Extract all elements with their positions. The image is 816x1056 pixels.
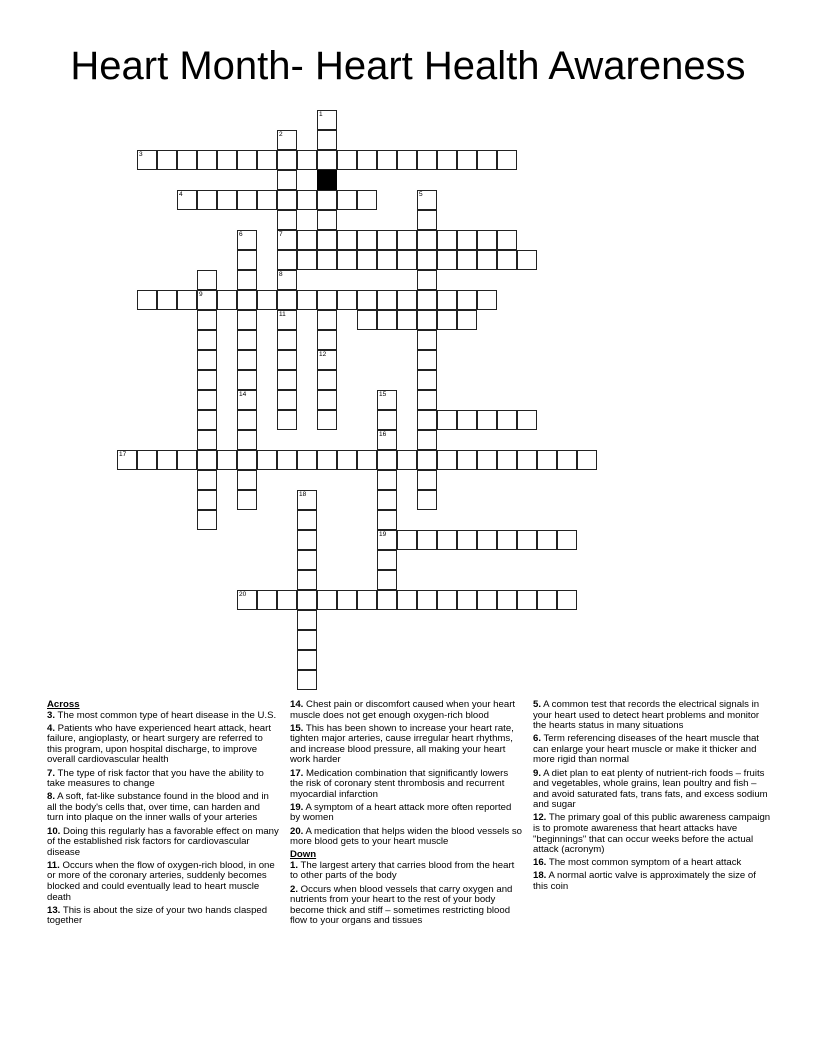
grid-cell[interactable] xyxy=(317,410,337,430)
grid-cell[interactable] xyxy=(297,490,317,510)
grid-cell[interactable] xyxy=(197,430,217,450)
clue-text: The type of risk factor that you have the ability to take measures to change xyxy=(47,767,264,790)
grid-cell[interactable] xyxy=(237,450,257,470)
clue-number: 12 xyxy=(319,351,327,358)
clue-text: A diet plan to eat plenty of nutrient-rich foods – fruits and vegetables, whole grains, lean poultry and fish – and avoid saturated fats, trans fats, and excess sodium and sugar xyxy=(533,767,768,811)
grid-cell[interactable] xyxy=(257,290,277,310)
clue xyxy=(47,724,279,766)
grid-cell[interactable] xyxy=(517,590,537,610)
grid-cell[interactable] xyxy=(437,290,457,310)
grid-cell[interactable] xyxy=(217,190,237,210)
clue-text: Medication combination that significantly lowers the risk of coronary stent thrombosis and recurrent myocardial infarction xyxy=(290,767,509,800)
grid-cell[interactable] xyxy=(317,390,337,410)
clue-text: Occurs when the flow of oxygen-rich blood, in one or more of the coronary arteries, suddenly becomes blocked and could eventually lead to heart muscle death xyxy=(47,859,275,903)
grid-cell[interactable] xyxy=(377,530,397,550)
clue-number: 6 xyxy=(239,231,243,238)
grid-cell[interactable] xyxy=(337,230,357,250)
grid-cell[interactable] xyxy=(297,190,317,210)
grid-cell[interactable] xyxy=(317,350,337,370)
grid-cell[interactable] xyxy=(237,350,257,370)
grid-cell[interactable] xyxy=(397,150,417,170)
grid-cell[interactable] xyxy=(237,410,257,430)
clue-number: 1 xyxy=(319,111,323,118)
grid-cell[interactable] xyxy=(357,590,377,610)
grid-cell[interactable] xyxy=(297,290,317,310)
grid-cell[interactable] xyxy=(197,450,217,470)
grid-cell[interactable] xyxy=(417,230,437,250)
clue-number: 5 xyxy=(419,191,423,198)
grid-cell[interactable] xyxy=(237,230,257,250)
grid-cell[interactable] xyxy=(497,250,517,270)
grid-cell[interactable] xyxy=(197,150,217,170)
grid-cell[interactable] xyxy=(297,670,317,690)
clue-text: Occurs when blood vessels that carry oxygen and nutrients from your heart to the rest of your body become thick and stiff – sometimes restricting blood flow to your organs and tissues xyxy=(290,883,513,927)
clue-text: The most common symptom of a heart attack xyxy=(546,857,742,869)
grid-cell[interactable] xyxy=(417,430,437,450)
clue-number-label: 3. xyxy=(47,709,56,721)
grid-cell[interactable] xyxy=(537,590,557,610)
grid-cell[interactable] xyxy=(417,150,437,170)
grid-cell[interactable] xyxy=(277,370,297,390)
clue xyxy=(290,827,522,848)
grid-cell[interactable] xyxy=(137,450,157,470)
clue-number-label: 9. xyxy=(533,767,542,779)
clue-text: Patients who have experienced heart attack, heart failure, angioplasty, or heart surgery are referred to this program, upon hospital discharge, to improve overall cardiovascular health xyxy=(47,722,272,766)
grid-cell[interactable] xyxy=(437,450,457,470)
grid-cell[interactable] xyxy=(257,450,277,470)
clue-number: 7 xyxy=(279,231,283,238)
grid-cell[interactable] xyxy=(197,410,217,430)
grid-cell[interactable] xyxy=(257,150,277,170)
black-cell xyxy=(317,170,337,190)
grid-cell[interactable] xyxy=(457,450,477,470)
grid-cell[interactable] xyxy=(277,130,297,150)
grid-cell[interactable] xyxy=(377,290,397,310)
grid-cell[interactable] xyxy=(357,290,377,310)
grid-cell[interactable] xyxy=(357,190,377,210)
grid-cell[interactable] xyxy=(317,450,337,470)
grid-cell[interactable] xyxy=(377,250,397,270)
clue-number: 8 xyxy=(279,271,283,278)
puzzle-title: Heart Month- Heart Health Awareness xyxy=(70,44,746,88)
grid-cell[interactable] xyxy=(517,250,537,270)
grid-cell[interactable] xyxy=(477,250,497,270)
clue-number-label: 2. xyxy=(290,883,299,895)
grid-cell[interactable] xyxy=(517,450,537,470)
grid-cell[interactable] xyxy=(317,310,337,330)
grid-cell[interactable] xyxy=(417,410,437,430)
clue-number-label: 5. xyxy=(533,699,542,710)
grid-cell[interactable] xyxy=(217,150,237,170)
grid-cell[interactable] xyxy=(417,270,437,290)
grid-cell[interactable] xyxy=(457,530,477,550)
grid-cell[interactable] xyxy=(397,310,417,330)
clue-text: The most common type of heart disease in the U.S. xyxy=(55,709,277,721)
grid-cell[interactable] xyxy=(277,230,297,250)
clue xyxy=(290,803,522,824)
grid-cell[interactable] xyxy=(197,490,217,510)
grid-cell[interactable] xyxy=(417,250,437,270)
grid-cell[interactable] xyxy=(517,530,537,550)
grid-cell[interactable] xyxy=(297,590,317,610)
grid-cell[interactable] xyxy=(197,370,217,390)
clue-text: The primary goal of this public awareness campaign is to promote awareness that heart attacks have "beginnings" that can occur weeks before the actual attack (acronym) xyxy=(533,812,771,856)
grid-cell[interactable] xyxy=(557,530,577,550)
clue-number-label: 1. xyxy=(290,859,299,871)
grid-cell[interactable] xyxy=(317,290,337,310)
grid-cell[interactable] xyxy=(377,450,397,470)
clue-number-label: 8. xyxy=(47,791,56,803)
grid-cell[interactable] xyxy=(237,190,257,210)
grid-cell[interactable] xyxy=(197,290,217,310)
grid-cell[interactable] xyxy=(397,590,417,610)
grid-cell[interactable] xyxy=(317,370,337,390)
grid-cell[interactable] xyxy=(337,450,357,470)
clue-column-3 xyxy=(533,700,773,895)
clue-text: Doing this regularly has a favorable effect on many of the established risk factors for cardiovascular disease xyxy=(47,825,279,858)
grid-cell[interactable] xyxy=(417,530,437,550)
grid-cell[interactable] xyxy=(277,170,297,190)
clue-number-label: 10. xyxy=(47,825,61,837)
grid-cell[interactable] xyxy=(237,590,257,610)
grid-cell[interactable] xyxy=(417,290,437,310)
clue xyxy=(47,711,279,722)
grid-cell[interactable] xyxy=(317,210,337,230)
grid-cell[interactable] xyxy=(437,410,457,430)
grid-cell[interactable] xyxy=(297,570,317,590)
grid-cell[interactable] xyxy=(317,190,337,210)
clue xyxy=(47,792,279,824)
grid-cell[interactable] xyxy=(137,150,157,170)
clue xyxy=(290,724,522,766)
grid-cell[interactable] xyxy=(277,190,297,210)
grid-cell[interactable] xyxy=(377,230,397,250)
grid-cell[interactable] xyxy=(237,390,257,410)
grid-cell[interactable] xyxy=(237,330,257,350)
grid-cell[interactable] xyxy=(397,290,417,310)
grid-cell[interactable] xyxy=(477,590,497,610)
grid-cell[interactable] xyxy=(297,550,317,570)
grid-cell[interactable] xyxy=(477,450,497,470)
grid-cell[interactable] xyxy=(397,230,417,250)
grid-cell[interactable] xyxy=(457,290,477,310)
clue-text: A normal aortic valve is approximately the size of this coin xyxy=(533,870,756,892)
grid-cell[interactable] xyxy=(277,210,297,230)
grid-cell[interactable] xyxy=(517,410,537,430)
grid-cell[interactable] xyxy=(357,230,377,250)
grid-cell[interactable] xyxy=(277,150,297,170)
clue-number: 14 xyxy=(239,391,247,398)
grid-cell[interactable] xyxy=(297,450,317,470)
grid-cell[interactable] xyxy=(397,530,417,550)
grid-cell[interactable] xyxy=(417,490,437,510)
grid-cell[interactable] xyxy=(497,530,517,550)
clue-number-label: 17. xyxy=(290,767,304,779)
grid-cell[interactable] xyxy=(237,470,257,490)
grid-cell[interactable] xyxy=(357,450,377,470)
clue-number-label: 6. xyxy=(533,733,542,745)
grid-cell[interactable] xyxy=(337,250,357,270)
grid-cell[interactable] xyxy=(157,150,177,170)
grid-cell[interactable] xyxy=(337,290,357,310)
grid-cell[interactable] xyxy=(237,250,257,270)
clue xyxy=(290,769,522,801)
grid-cell[interactable] xyxy=(257,590,277,610)
clue xyxy=(290,700,522,721)
grid-cell[interactable] xyxy=(437,590,457,610)
grid-cell[interactable] xyxy=(157,450,177,470)
grid-cell[interactable] xyxy=(457,310,477,330)
clue-number-label: 12. xyxy=(533,812,547,824)
grid-cell[interactable] xyxy=(497,150,517,170)
grid-cell[interactable] xyxy=(497,450,517,470)
grid-cell[interactable] xyxy=(117,450,137,470)
clue-text: A symptom of a heart attack more often reported by women xyxy=(290,801,512,824)
grid-cell[interactable] xyxy=(297,650,317,670)
grid-cell[interactable] xyxy=(177,450,197,470)
grid-cell[interactable] xyxy=(417,590,437,610)
grid-cell[interactable] xyxy=(277,350,297,370)
clue-text: Term referencing diseases of the heart muscle that can enlarge your heart muscle or make it thicker and more rigid than normal xyxy=(533,733,759,766)
grid-cell[interactable] xyxy=(497,410,517,430)
grid-cell[interactable] xyxy=(177,290,197,310)
grid-cell[interactable] xyxy=(397,450,417,470)
grid-cell[interactable] xyxy=(277,450,297,470)
grid-cell[interactable] xyxy=(417,450,437,470)
clue-text: This is about the size of your two hands clasped together xyxy=(47,904,268,927)
grid-cell[interactable] xyxy=(537,450,557,470)
grid-cell[interactable] xyxy=(177,190,197,210)
grid-cell[interactable] xyxy=(197,350,217,370)
clue-number: 16 xyxy=(379,431,387,438)
grid-cell[interactable] xyxy=(297,250,317,270)
grid-cell[interactable] xyxy=(357,250,377,270)
clue-number-label: 20. xyxy=(290,825,304,837)
grid-cell[interactable] xyxy=(477,230,497,250)
grid-cell[interactable] xyxy=(477,410,497,430)
grid-cell[interactable] xyxy=(297,610,317,630)
down-header: Down xyxy=(290,849,317,861)
grid-cell[interactable] xyxy=(317,590,337,610)
clue xyxy=(47,861,279,903)
clue-number: 18 xyxy=(299,491,307,498)
grid-cell[interactable] xyxy=(377,510,397,530)
clue-number: 20 xyxy=(239,591,247,598)
grid-cell[interactable] xyxy=(417,310,437,330)
grid-cell[interactable] xyxy=(437,310,457,330)
grid-cell[interactable] xyxy=(297,630,317,650)
clue xyxy=(533,734,773,766)
grid-cell[interactable] xyxy=(157,290,177,310)
grid-cell[interactable] xyxy=(377,310,397,330)
grid-cell[interactable] xyxy=(497,590,517,610)
grid-cell[interactable] xyxy=(197,330,217,350)
clue-text: The largest artery that carries blood from the heart to other parts of the body xyxy=(290,859,515,882)
grid-cell[interactable] xyxy=(477,290,497,310)
clue xyxy=(47,769,279,790)
grid-cell[interactable] xyxy=(277,390,297,410)
grid-cell[interactable] xyxy=(297,530,317,550)
grid-cell[interactable] xyxy=(217,450,237,470)
grid-cell[interactable] xyxy=(377,470,397,490)
grid-cell[interactable] xyxy=(237,430,257,450)
clue-number: 11 xyxy=(279,311,286,318)
grid-cell[interactable] xyxy=(457,150,477,170)
clue-text: A medication that helps widen the blood vessels so more blood gets to your heart muscle xyxy=(290,825,523,848)
grid-cell[interactable] xyxy=(317,150,337,170)
grid-cell[interactable] xyxy=(317,330,337,350)
grid-cell[interactable] xyxy=(437,250,457,270)
grid-cell[interactable] xyxy=(197,470,217,490)
grid-cell[interactable] xyxy=(297,150,317,170)
clue-number: 9 xyxy=(199,291,203,298)
grid-cell[interactable] xyxy=(377,490,397,510)
grid-cell[interactable] xyxy=(277,410,297,430)
grid-cell[interactable] xyxy=(237,290,257,310)
grid-cell[interactable] xyxy=(557,590,577,610)
clue xyxy=(47,906,279,927)
grid-cell[interactable] xyxy=(417,470,437,490)
grid-cell[interactable] xyxy=(357,150,377,170)
grid-cell[interactable] xyxy=(197,510,217,530)
clue-number-label: 11. xyxy=(47,859,60,871)
grid-cell[interactable] xyxy=(177,150,197,170)
grid-cell[interactable] xyxy=(197,390,217,410)
grid-cell[interactable] xyxy=(417,350,437,370)
grid-cell[interactable] xyxy=(197,190,217,210)
clue-number-label: 4. xyxy=(47,722,56,734)
clue-number: 3 xyxy=(139,151,143,158)
grid-cell[interactable] xyxy=(357,310,377,330)
grid-cell[interactable] xyxy=(237,150,257,170)
grid-cell[interactable] xyxy=(497,230,517,250)
grid-cell[interactable] xyxy=(377,150,397,170)
clue-number: 4 xyxy=(179,191,183,198)
grid-cell[interactable] xyxy=(417,370,437,390)
grid-cell[interactable] xyxy=(477,150,497,170)
grid-cell[interactable] xyxy=(457,250,477,270)
grid-cell[interactable] xyxy=(417,330,437,350)
grid-cell[interactable] xyxy=(317,230,337,250)
grid-cell[interactable] xyxy=(337,190,357,210)
grid-cell[interactable] xyxy=(297,230,317,250)
grid-cell[interactable] xyxy=(237,370,257,390)
clue-number-label: 13. xyxy=(47,904,61,916)
grid-cell[interactable] xyxy=(437,230,457,250)
grid-cell[interactable] xyxy=(277,270,297,290)
grid-cell[interactable] xyxy=(317,250,337,270)
grid-cell[interactable] xyxy=(477,530,497,550)
grid-cell[interactable] xyxy=(197,270,217,290)
clue xyxy=(533,858,773,869)
grid-cell[interactable] xyxy=(377,410,397,430)
grid-cell[interactable] xyxy=(417,390,437,410)
clue xyxy=(533,769,773,811)
grid-cell[interactable] xyxy=(457,230,477,250)
across-header: Across xyxy=(47,699,80,710)
grid-cell[interactable] xyxy=(377,430,397,450)
grid-cell[interactable] xyxy=(257,190,277,210)
grid-cell[interactable] xyxy=(337,150,357,170)
clue xyxy=(47,827,279,859)
clue xyxy=(290,885,522,927)
grid-cell[interactable] xyxy=(297,510,317,530)
clue xyxy=(533,813,773,855)
grid-cell[interactable] xyxy=(397,250,417,270)
clue-number: 17 xyxy=(119,451,127,458)
clue-number-label: 7. xyxy=(47,767,56,779)
grid-cell[interactable] xyxy=(317,110,337,130)
grid-cell[interactable] xyxy=(557,450,577,470)
grid-cell[interactable] xyxy=(137,290,157,310)
grid-cell[interactable] xyxy=(277,330,297,350)
grid-cell[interactable] xyxy=(437,530,457,550)
grid-cell[interactable] xyxy=(317,130,337,150)
grid-cell[interactable] xyxy=(417,190,437,210)
clue-number: 19 xyxy=(379,531,387,538)
grid-cell[interactable] xyxy=(377,570,397,590)
grid-cell[interactable] xyxy=(377,550,397,570)
grid-cell[interactable] xyxy=(277,250,297,270)
clue-number: 15 xyxy=(379,391,387,398)
grid-cell[interactable] xyxy=(577,450,597,470)
clue-number-label: 18. xyxy=(533,870,547,882)
grid-cell[interactable] xyxy=(277,290,297,310)
grid-cell[interactable] xyxy=(237,490,257,510)
clue xyxy=(533,871,773,892)
grid-cell[interactable] xyxy=(337,590,357,610)
grid-cell[interactable] xyxy=(217,290,237,310)
clue-number-label: 14. xyxy=(290,699,304,710)
clue-text: A soft, fat-like substance found in the blood and in all the body's cells that, over time, can harden and turn into plaque on the inner walls of your arteries xyxy=(47,791,269,824)
clue-text: Chest pain or discomfort caused when your heart muscle does not get enough oxygen-rich blood xyxy=(290,699,516,721)
grid-cell[interactable] xyxy=(537,530,557,550)
grid-cell[interactable] xyxy=(457,590,477,610)
clue xyxy=(290,861,522,882)
clue-number-label: 19. xyxy=(290,801,304,813)
clue-number: 2 xyxy=(279,131,283,138)
clue xyxy=(533,700,773,732)
grid-cell[interactable] xyxy=(457,410,477,430)
grid-cell[interactable] xyxy=(197,310,217,330)
grid-cell[interactable] xyxy=(237,310,257,330)
grid-cell[interactable] xyxy=(377,390,397,410)
clue-column-2 xyxy=(290,700,522,929)
clue-text: This has been shown to increase your heart rate, tighten major arteries, cause irregular heart rhythms, and increase blood pressure, all making your heart work harder xyxy=(290,722,514,766)
grid-cell[interactable] xyxy=(417,210,437,230)
grid-cell[interactable] xyxy=(277,590,297,610)
grid-cell[interactable] xyxy=(437,150,457,170)
grid-cell[interactable] xyxy=(237,270,257,290)
grid-cell[interactable] xyxy=(377,590,397,610)
clue-number-label: 16. xyxy=(533,857,547,869)
grid-cell[interactable] xyxy=(277,310,297,330)
clue-number-label: 15. xyxy=(290,722,304,734)
clue-column-1 xyxy=(47,700,279,929)
clue-text: A common test that records the electrical signals in your heart used to detect heart problems and monitor the hearts status in many situations xyxy=(533,699,760,732)
